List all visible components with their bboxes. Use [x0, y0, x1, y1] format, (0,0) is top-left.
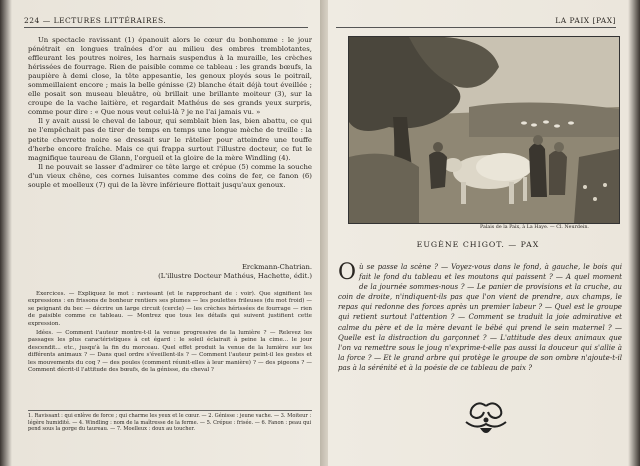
footnotes: [28, 410, 312, 433]
drop-cap: O: [338, 260, 357, 285]
left-body-text: [28, 36, 312, 190]
left-running-header: 224 — LECTURES LITTÉRAIRES.: [24, 16, 308, 28]
exercise-paragraph: Idées. — Comment l'auteur montre-t-il la venue progressive de la lumière ? — Relevez les passages les plus caractéristiques à cet égard : le soleil éclairait à peine la cime... le jour descendit... etc., jusqu'à la fin du morceau. Quel effet produit la venue de la lumière sur les différents animaux ? — Dans quel ordre s'éveillent-ils ? — Comment l'auteur peint-il les gestes et les mouvements du coq ? — des poules (comment réunit-elles à leur manière) ? — des pigeons ? — Comment décrit-il l'attitude des bœufs, de la génisse, du cheval ?: [28, 330, 312, 374]
painting-title: EUGÈNE CHIGOT. — PAX: [416, 240, 540, 249]
left-page: [14, 0, 312, 466]
author-name: Erckmann-Chatrian.: [241, 263, 312, 271]
painting-illustration: [348, 36, 620, 224]
source-attribution: [28, 263, 312, 281]
exercises-section: [28, 291, 312, 376]
ornament-icon: [458, 400, 514, 438]
figure-credit: Palais de la Paix, à La Haye. — Cl. Neurdein.: [480, 225, 589, 230]
paragraph: Il ne pouvait se lasser d'admirer ce tête large et crépue (5) comme la souche d'un vieux chêne, ces cornes luisantes comme des coins de fer, ce fanon (6) souple et moelleux (7) qui de la lèvre inférieure flottait jusqu'aux genoux.: [28, 162, 312, 189]
right-page: [330, 0, 626, 466]
right-body-text: [338, 262, 622, 373]
paragraph: Un spectacle ravissant (1) épanouit alors le cœur du bonhomme : le jour pénétrait en longues traînées d'or au milieu des ombres tremblotantes, effleurant les poutres noires, les harnais suspendus à la muraille, les crèches hérissées de fourrage. Rien de paisible comme ce tableau : les grands bœufs, la paupière à demi close, la tête appesantie, les genoux ployés sous le poitrail, sommeillaient encore ; mais la belle génisse (2) blanche était déjà tout éveillée ; elle posait son museau bleuâtre, où brillait une brillante moiteur (3), sur la croupe de la vache laitière, et regardait Mathéus de ses grands yeux surpris, comme pour dire : « Que nous veut celui-là ? je ne l'ai jamais vu. »: [28, 36, 312, 117]
source-title: (L'illustre Docteur Mathéus, Hachette, édit.): [158, 272, 312, 280]
exercise-paragraph: Exercices. — Expliquez le mot : ravissant (et le rapprochant de : voir). Que signifient les expressions : en frissons de bonheur rentiers ses plumes — les poulettes frileuses (du mot froid) — se peignant du bec — décrire un large circuit (cercle) — les crèches hérissées de fourrage — rien de paisible comme ce tableau. — Montrez que tous les détails qui suivent justifient cette expression.: [28, 291, 312, 327]
footnote-text: 1. Ravissant : qui enlève de force ; qui charme les yeux et le cœur. — 2. Génisse : jeune vache. — 3. Moiteur : légère humidité. — 4. Windling : nom de la maîtresse de la ferme. — 5. Crépue : frisée. — 6. Fanon : peau qui pend sous la gorge du taureau. — 7. Moelleux : doux au toucher.: [28, 413, 312, 433]
questions-text: ù se passe la scène ? — Voyez-vous dans le fond, à gauche, le bois qui fait le fond du tableau et les moutons qui paissent ? — A quel moment de la journée sommes-nous ? — Le panier de provisions et la cruche, au coin de droite, n'indiquent-ils pas que l'on vient de prendre, aux champs, le repas qui redonne des forces après un premier labeur ? — Quel est le groupe qui retient surtout l'attention ? — Comment se traduit la joie admirative et calme du père et de la mère devant le bébé qui prend le sein maternel ? — Quelle est la distraction du garçonnet ? — L'attitude des deux animaux que l'on va remettre sous le joug n'exprime-t-elle pas aussi la douceur qui s'allie à la force ? — Et le grand arbre qui protège le groupe de son ombre n'ajoute-t-il pas à la sérénité et à la poésie de ce tableau de paix ?: [338, 262, 622, 372]
paragraph: Il y avait aussi le cheval de labour, qui semblait bien las, bien abattu, ce qui ne l'empêchait pas de tirer de temps en temps une longue mèche de treille : la petite chevrette noire se dressait sur le râtelier pour atteindre une touffe d'herbe encore fraîche. Mais ce qui frappa surtout l'illustre docteur, ce fut le magnifique taureau de Glann, l'orgueil et la gloire de la mère Windling (4).: [28, 117, 312, 162]
paragraph: [338, 262, 622, 373]
painting-image: [349, 37, 619, 223]
right-running-header: LA PAIX [PAX]: [336, 16, 616, 28]
